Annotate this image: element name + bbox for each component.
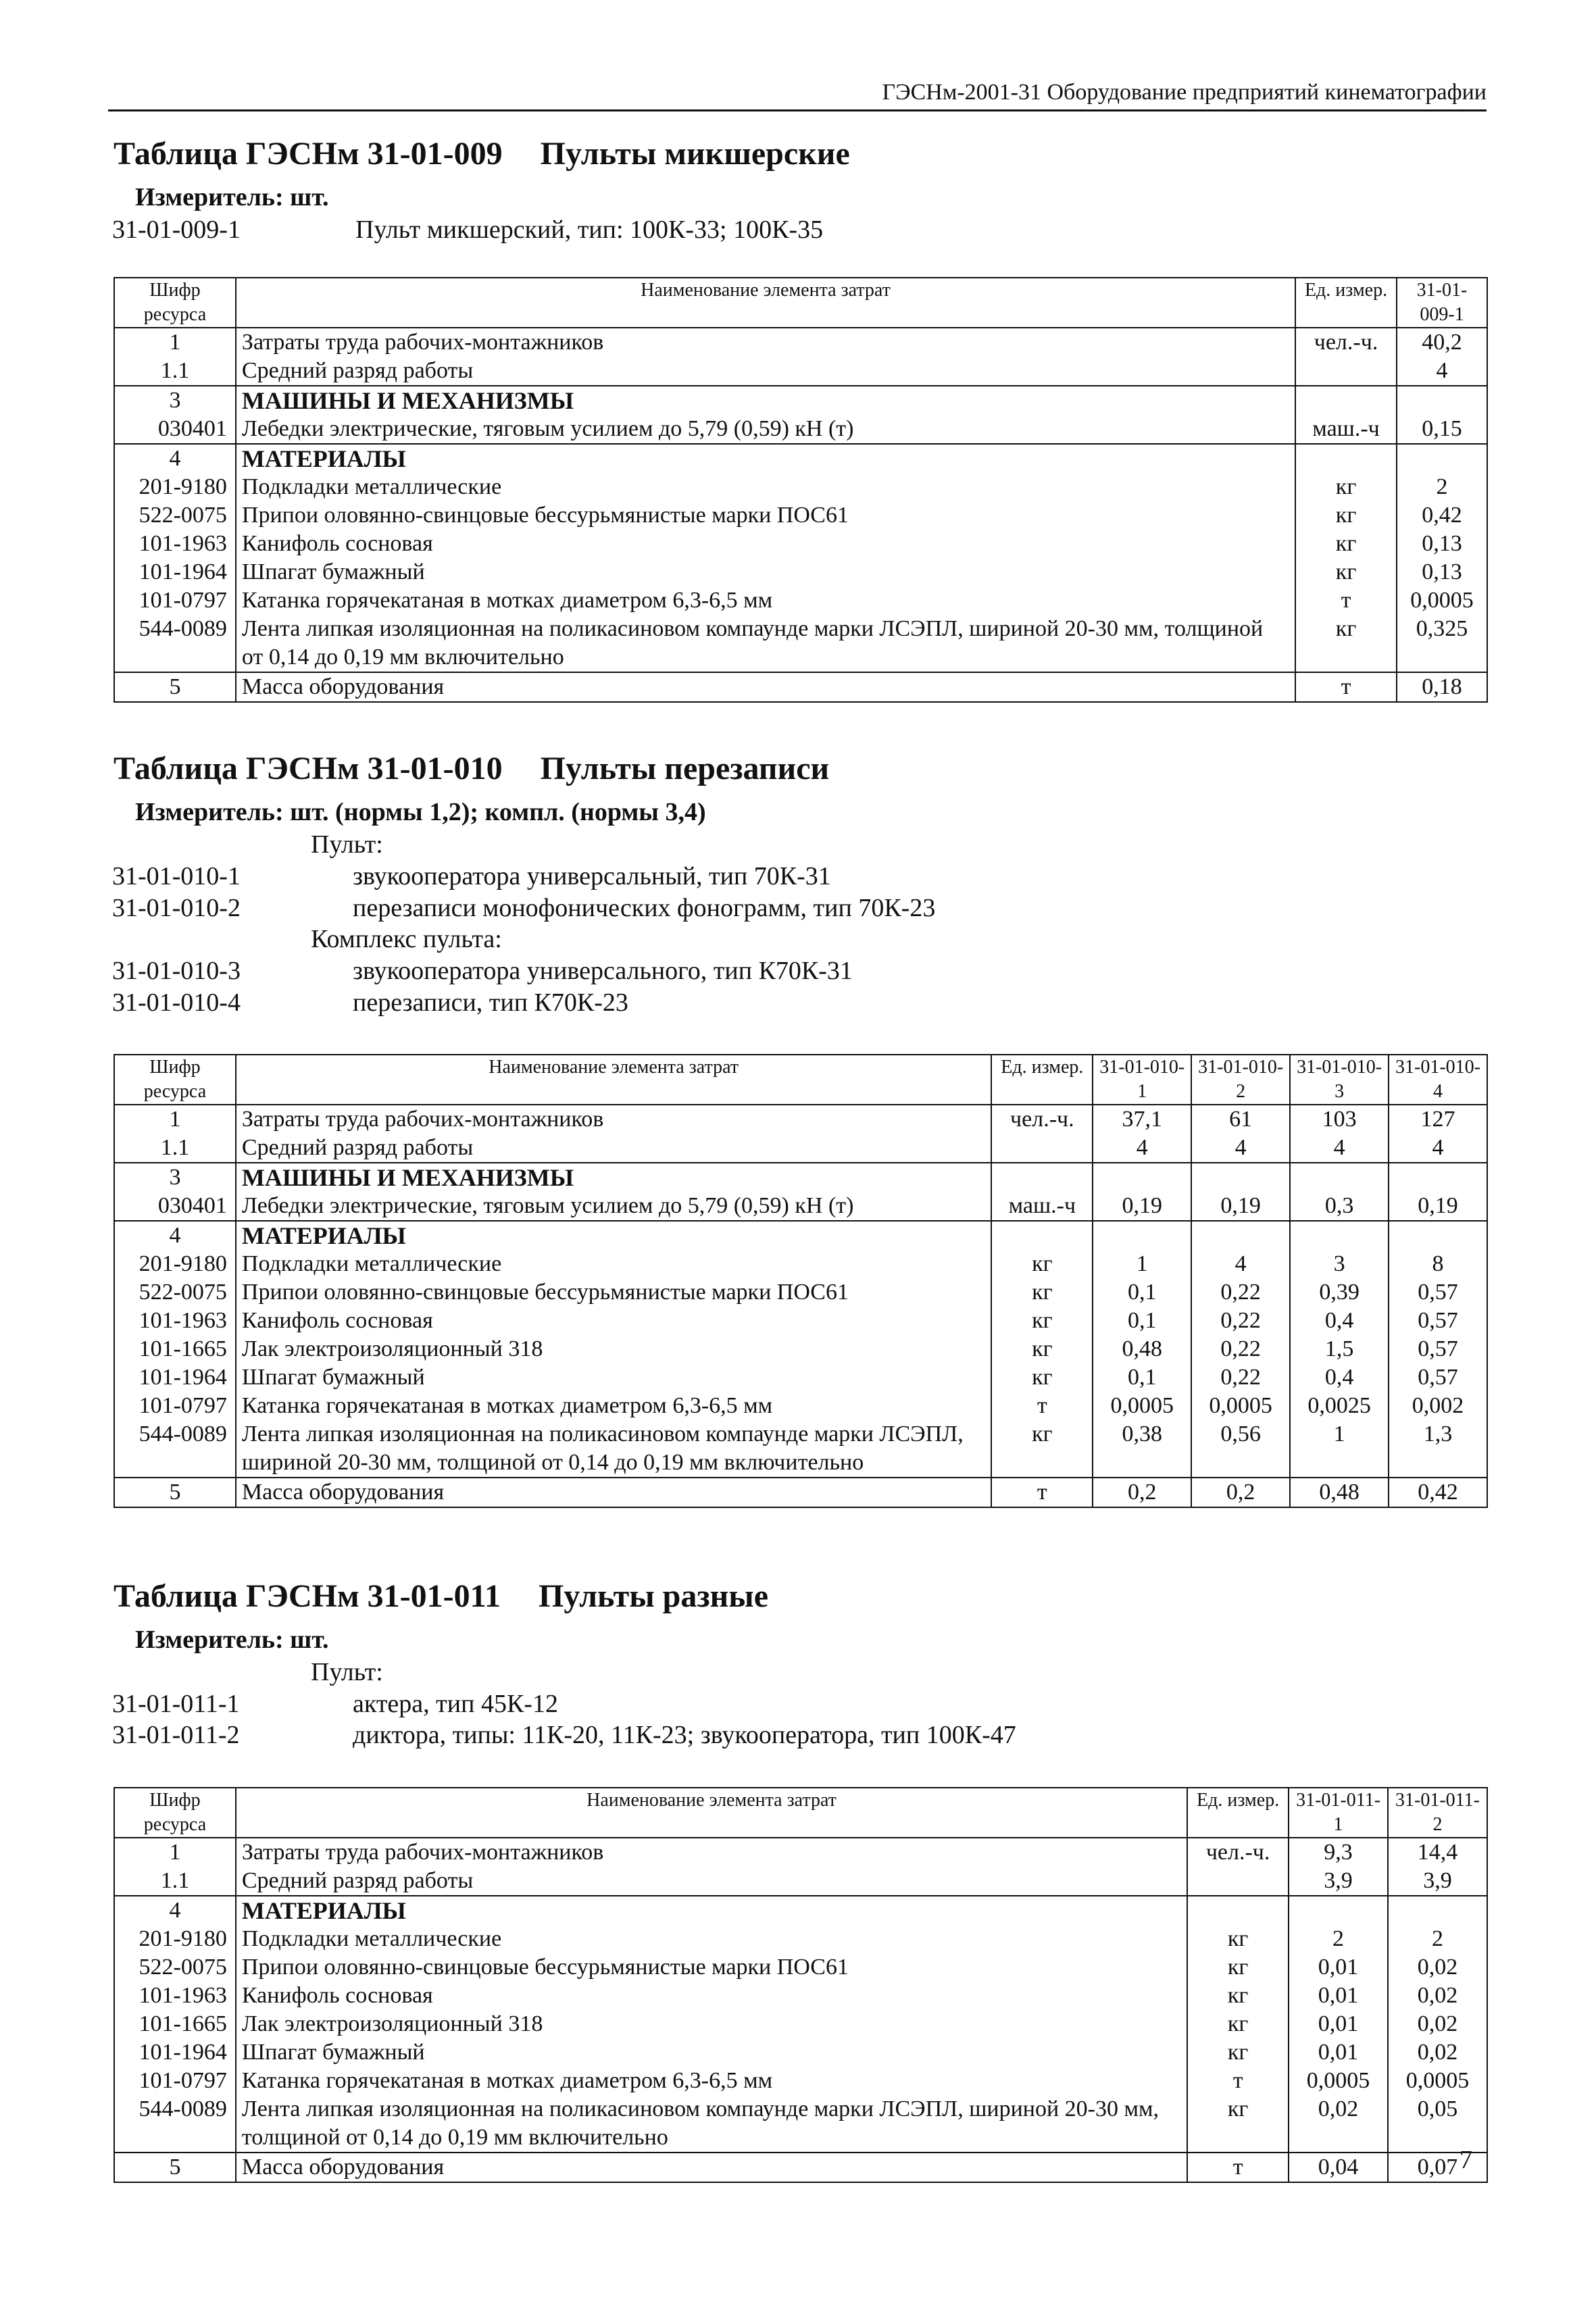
cell-value (1397, 386, 1487, 415)
cell-value: 0,0005 (1388, 2067, 1487, 2095)
cell-code: 101-1964 (114, 2038, 236, 2067)
cell-name: Масса оборудования (236, 672, 1295, 702)
col-norm-1: 31-01-011-1 (1289, 1788, 1388, 1838)
cell-name: Затраты труда рабочих-монтажников (236, 1838, 1187, 1867)
cell-name: Подкладки металлические (236, 473, 1295, 501)
cell-value: 0,04 (1289, 2153, 1388, 2182)
table-row (114, 415, 1487, 444)
cell-value: 0,2 (1191, 1478, 1290, 1507)
cell-unit (1295, 386, 1397, 415)
cell-value: 0,1 (1093, 1278, 1191, 1307)
cell-value: 2 (1397, 473, 1487, 501)
cell-name: МАШИНЫ И МЕХАНИЗМЫ (236, 386, 1295, 415)
cell-value: 0,57 (1389, 1307, 1487, 1335)
cell-value: 4 (1093, 1134, 1191, 1163)
norm-code: 31-01-010-3 (112, 957, 241, 985)
cell-name: Затраты труда рабочих-монтажников (236, 1105, 992, 1134)
cell-unit: маш.-ч (991, 1192, 1093, 1221)
cell-value: 1,3 (1389, 1420, 1487, 1478)
cell-unit: т (991, 1478, 1093, 1507)
table-row (114, 1896, 1487, 1925)
cell-code: 1 (114, 1105, 236, 1134)
cell-code: 201-9180 (114, 1925, 236, 1953)
cell-code: 101-1665 (114, 1335, 236, 1363)
col-name: Наименование элемента затрат (236, 1788, 1187, 1838)
cell-value (1191, 1221, 1290, 1250)
cell-name: Лак электроизоляционный 318 (236, 2010, 1187, 2038)
cell-value (1093, 1163, 1191, 1192)
cell-value: 0,22 (1191, 1363, 1290, 1392)
cell-code: 1 (114, 328, 236, 357)
cell-value: 0,02 (1388, 1982, 1487, 2010)
cell-value: 1 (1290, 1420, 1389, 1478)
cell-value: 9,3 (1289, 1838, 1388, 1867)
cell-code: 101-1964 (114, 558, 236, 586)
cell-code: 101-1963 (114, 1307, 236, 1335)
cell-code: 1.1 (114, 1867, 236, 1896)
cell-code: 101-1964 (114, 1363, 236, 1392)
col-name: Наименование элемента затрат (236, 278, 1295, 328)
table-body (114, 1838, 1487, 2182)
cell-value: 1,5 (1290, 1335, 1389, 1363)
col-norm-3: 31-01-010-3 (1290, 1055, 1389, 1105)
cell-name: МАТЕРИАЛЫ (236, 444, 1295, 473)
col-unit: Ед. измер. (1295, 278, 1397, 328)
cell-code: 101-0797 (114, 1392, 236, 1420)
cell-code: 201-9180 (114, 473, 236, 501)
cell-name: Припои оловянно-свинцовые бессурьмянистые марки ПОС61 (236, 1278, 992, 1307)
cell-unit: чел.-ч. (1187, 1838, 1289, 1867)
cell-value: 0,19 (1191, 1192, 1290, 1221)
cell-unit: т (1187, 2067, 1289, 2095)
table-row (114, 386, 1487, 415)
table-row (114, 1278, 1487, 1307)
table-row (114, 586, 1487, 615)
cell-value: 0,02 (1289, 2095, 1388, 2153)
cell-value: 4 (1191, 1134, 1290, 1163)
cell-value: 37,1 (1093, 1105, 1191, 1134)
cell-name: Катанка горячекатаная в мотках диаметром 6,3-6,5 мм (236, 2067, 1187, 2095)
measure-010: Измеритель: шт. (нормы 1,2); компл. (нормы 3,4) (135, 798, 706, 826)
col-norm-2: 31-01-010-2 (1191, 1055, 1290, 1105)
cell-value: 0,22 (1191, 1335, 1290, 1363)
subhead-pult: Пульт: (311, 830, 383, 859)
table-name: Пульты разные (538, 1578, 769, 1614)
norm-desc: диктора, типы: 11К-20, 11К-23; звукооператора, тип 100К-47 (353, 1721, 1016, 1749)
cell-unit: кг (1187, 2010, 1289, 2038)
cell-name: Лента липкая изоляционная на поликасиновом компаунде марки ЛСЭПЛ, шириной 20-30 мм, толщиной от 0,14 до 0,19 мм включительно (236, 2095, 1187, 2153)
cell-value: 0,02 (1388, 1953, 1487, 1982)
cell-value: 0,57 (1389, 1335, 1487, 1363)
cell-value: 4 (1191, 1250, 1290, 1278)
cell-value (1289, 1896, 1388, 1925)
cell-value: 0,3 (1290, 1192, 1389, 1221)
table-row (114, 2067, 1487, 2095)
cell-value: 127 (1389, 1105, 1487, 1134)
cell-code: 4 (114, 444, 236, 473)
cell-unit (991, 1163, 1093, 1192)
cell-value (1191, 1163, 1290, 1192)
cell-value: 1 (1093, 1250, 1191, 1278)
norm-code: 31-01-010-2 (112, 894, 241, 922)
cell-name: Лебедки электрические, тяговым усилием до 5,79 (0,59) кН (т) (236, 1192, 992, 1221)
cell-name: Подкладки металлические (236, 1925, 1187, 1953)
cell-value: 0,0005 (1093, 1392, 1191, 1420)
table-011 (114, 1787, 1488, 2183)
cell-value (1388, 1896, 1487, 1925)
table-row (114, 1250, 1487, 1278)
norm-line-011-1 (112, 1689, 558, 1719)
cell-unit (1187, 1867, 1289, 1896)
table-row (114, 1953, 1487, 1982)
cell-name: Канифоль сосновая (236, 1982, 1187, 2010)
cell-value (1397, 444, 1487, 473)
cell-code: 3 (114, 386, 236, 415)
cell-unit: т (1295, 586, 1397, 615)
table-code: Таблица ГЭСНм 31-01-011 (114, 1578, 501, 1614)
cell-value: 0,01 (1289, 2038, 1388, 2067)
table-row (114, 1335, 1487, 1363)
table-row (114, 558, 1487, 586)
cell-code: 544-0089 (114, 615, 236, 672)
cell-unit: кг (991, 1420, 1093, 1478)
cell-unit: кг (1295, 558, 1397, 586)
table-header-row (114, 1055, 1487, 1105)
cell-code: 544-0089 (114, 1420, 236, 1478)
norm-desc: Пульт микшерский, тип: 100К-33; 100К-35 (355, 216, 824, 244)
measure-011: Измеритель: шт. (135, 1626, 329, 1654)
cell-value: 3,9 (1388, 1867, 1487, 1896)
cell-value: 0,4 (1290, 1363, 1389, 1392)
cell-value: 0,0005 (1397, 586, 1487, 615)
col-code: Шифр ресурса (114, 278, 236, 328)
table-row (114, 1925, 1487, 1953)
cell-code: 544-0089 (114, 2095, 236, 2153)
norm-desc: звукооператора универсального, тип К70К-31 (353, 957, 853, 985)
cell-name: Припои оловянно-свинцовые бессурьмянистые марки ПОС61 (236, 501, 1295, 530)
subhead-complex: Комплекс пульта: (311, 925, 502, 953)
cell-name: Масса оборудования (236, 1478, 992, 1507)
cell-value: 0,0005 (1289, 2067, 1388, 2095)
cell-code: 522-0075 (114, 1278, 236, 1307)
cell-name: Масса оборудования (236, 2153, 1187, 2182)
cell-value (1093, 1221, 1191, 1250)
cell-value: 61 (1191, 1105, 1290, 1134)
cell-unit: кг (1187, 1925, 1289, 1953)
cell-unit: кг (1295, 615, 1397, 672)
cell-value: 4 (1389, 1134, 1487, 1163)
cell-value: 0,2 (1093, 1478, 1191, 1507)
cell-value: 8 (1389, 1250, 1487, 1278)
cell-value: 0,325 (1397, 615, 1487, 672)
cell-value: 0,22 (1191, 1278, 1290, 1307)
table-row (114, 1420, 1487, 1478)
cell-unit: кг (991, 1307, 1093, 1335)
cell-name: Катанка горячекатаная в мотках диаметром 6,3-6,5 мм (236, 1392, 992, 1420)
cell-value: 0,19 (1389, 1192, 1487, 1221)
cell-unit: кг (1295, 473, 1397, 501)
cell-name: МАТЕРИАЛЫ (236, 1221, 992, 1250)
cell-value (1290, 1221, 1389, 1250)
table-row (114, 357, 1487, 386)
table-row (114, 1307, 1487, 1335)
cell-value: 2 (1388, 1925, 1487, 1953)
cell-name: Лебедки электрические, тяговым усилием до 5,79 (0,59) кН (т) (236, 415, 1295, 444)
norm-line-010-3 (112, 956, 853, 986)
cell-unit (1295, 444, 1397, 473)
table-title-009 (114, 135, 850, 172)
cell-name: Катанка горячекатаная в мотках диаметром 6,3-6,5 мм (236, 586, 1295, 615)
cell-value (1389, 1163, 1487, 1192)
cell-name: МАШИНЫ И МЕХАНИЗМЫ (236, 1163, 992, 1192)
cell-code: 5 (114, 2153, 236, 2182)
cell-name: Средний разряд работы (236, 357, 1295, 386)
cell-name: Лента липкая изоляционная на поликасиновом компаунде марки ЛСЭПЛ, шириной 20-30 мм, толщиной от 0,14 до 0,19 мм включительно (236, 1420, 992, 1478)
cell-name: Средний разряд работы (236, 1134, 992, 1163)
cell-name: Лента липкая изоляционная на поликасиновом компаунде марки ЛСЭПЛ, шириной 20-30 мм, толщиной от 0,14 до 0,19 мм включительно (236, 615, 1295, 672)
cell-name: МАТЕРИАЛЫ (236, 1896, 1187, 1925)
norm-line-010-4 (112, 988, 628, 1017)
cell-code: 4 (114, 1896, 236, 1925)
cell-value: 0,02 (1388, 2038, 1487, 2067)
table-header-row (114, 278, 1487, 328)
col-norm-2: 31-01-011-2 (1388, 1788, 1487, 1838)
table-row (114, 1838, 1487, 1867)
cell-code: 101-1963 (114, 1982, 236, 2010)
cell-code: 101-0797 (114, 2067, 236, 2095)
cell-unit: маш.-ч (1295, 415, 1397, 444)
table-row (114, 444, 1487, 473)
cell-value: 0,22 (1191, 1307, 1290, 1335)
col-code: Шифр ресурса (114, 1788, 236, 1838)
cell-code: 101-1963 (114, 530, 236, 558)
cell-unit: кг (1187, 2038, 1289, 2067)
cell-value: 0,42 (1389, 1478, 1487, 1507)
cell-value: 0,42 (1397, 501, 1487, 530)
cell-code: 101-1665 (114, 2010, 236, 2038)
cell-value: 0,1 (1093, 1307, 1191, 1335)
norm-desc: перезаписи, тип К70К-23 (353, 988, 628, 1017)
cell-value: 0,48 (1093, 1335, 1191, 1363)
col-unit: Ед. измер. (991, 1055, 1093, 1105)
cell-unit: чел.-ч. (991, 1105, 1093, 1134)
cell-code: 522-0075 (114, 1953, 236, 1982)
norm-code: 31-01-011-2 (112, 1721, 240, 1749)
table-row (114, 1163, 1487, 1192)
table-row (114, 1221, 1487, 1250)
table-row (114, 530, 1487, 558)
cell-value: 0,0025 (1290, 1392, 1389, 1420)
norm-desc: перезаписи монофонических фонограмм, тип 70К-23 (353, 894, 936, 922)
cell-value (1290, 1163, 1389, 1192)
cell-value: 0,01 (1289, 1982, 1388, 2010)
page-header: ГЭСНм-2001-31 Оборудование предприятий кинематографии (108, 80, 1487, 111)
cell-name: Подкладки металлические (236, 1250, 992, 1278)
cell-name: Шпагат бумажный (236, 558, 1295, 586)
cell-value: 0,57 (1389, 1363, 1487, 1392)
table-header-row (114, 1788, 1487, 1838)
cell-unit: кг (1295, 530, 1397, 558)
norm-desc: актера, тип 45К-12 (353, 1690, 558, 1718)
table-row (114, 2038, 1487, 2067)
cell-name: Средний разряд работы (236, 1867, 1187, 1896)
table-body (114, 1105, 1487, 1507)
cell-value: 0,002 (1389, 1392, 1487, 1420)
table-row (114, 672, 1487, 702)
cell-code: 522-0075 (114, 501, 236, 530)
cell-unit (1295, 357, 1397, 386)
cell-value: 0,07 (1388, 2153, 1487, 2182)
table-row (114, 2153, 1487, 2182)
cell-value: 0,19 (1093, 1192, 1191, 1221)
cell-value: 0,13 (1397, 558, 1487, 586)
cell-value: 0,15 (1397, 415, 1487, 444)
norm-code: 31-01-011-1 (112, 1690, 240, 1718)
cell-value: 0,0005 (1191, 1392, 1290, 1420)
cell-code: 5 (114, 1478, 236, 1507)
cell-value: 103 (1290, 1105, 1389, 1134)
page-number: 7 (1460, 2146, 1472, 2174)
cell-value: 0,39 (1290, 1278, 1389, 1307)
table-row (114, 2095, 1487, 2153)
col-unit: Ед. измер. (1187, 1788, 1289, 1838)
cell-value: 4 (1397, 357, 1487, 386)
cell-unit (991, 1134, 1093, 1163)
cell-name: Шпагат бумажный (236, 2038, 1187, 2067)
cell-name: Канифоль сосновая (236, 530, 1295, 558)
cell-name: Припои оловянно-свинцовые бессурьмянистые марки ПОС61 (236, 1953, 1187, 1982)
cell-unit: кг (991, 1363, 1093, 1392)
cell-unit (991, 1221, 1093, 1250)
norm-line-010-1 (112, 861, 831, 891)
table-code: Таблица ГЭСНм 31-01-009 (114, 136, 503, 172)
table-code: Таблица ГЭСНм 31-01-010 (114, 751, 503, 786)
cell-unit: кг (1295, 501, 1397, 530)
cell-unit: кг (991, 1335, 1093, 1363)
col-norm: 31-01-009-1 (1397, 278, 1487, 328)
cell-value (1389, 1221, 1487, 1250)
cell-code: 4 (114, 1221, 236, 1250)
cell-unit: чел.-ч. (1295, 328, 1397, 357)
cell-value: 2 (1289, 1925, 1388, 1953)
cell-value: 0,4 (1290, 1307, 1389, 1335)
col-norm-1: 31-01-010-1 (1093, 1055, 1191, 1105)
norm-code: 31-01-010-1 (112, 862, 241, 890)
cell-value: 0,13 (1397, 530, 1487, 558)
table-010 (114, 1054, 1488, 1508)
cell-unit: кг (1187, 1982, 1289, 2010)
table-row (114, 1105, 1487, 1134)
cell-value: 0,48 (1290, 1478, 1389, 1507)
cell-value: 0,57 (1389, 1278, 1487, 1307)
cell-value: 14,4 (1388, 1838, 1487, 1867)
table-title-010 (114, 750, 829, 787)
cell-code: 030401 (114, 1192, 236, 1221)
cell-unit: т (991, 1392, 1093, 1420)
table-row (114, 501, 1487, 530)
norm-line-011-2 (112, 1720, 1016, 1750)
cell-code: 1.1 (114, 1134, 236, 1163)
cell-unit: кг (1187, 1953, 1289, 1982)
measure-009: Измеритель: шт. (135, 183, 329, 211)
norm-code: 31-01-009-1 (112, 216, 241, 244)
table-title-011 (114, 1578, 768, 1615)
col-name: Наименование элемента затрат (236, 1055, 992, 1105)
table-row (114, 1392, 1487, 1420)
cell-value: 0,1 (1093, 1363, 1191, 1392)
cell-name: Канифоль сосновая (236, 1307, 992, 1335)
norm-line-009-1 (112, 215, 824, 245)
table-row (114, 1134, 1487, 1163)
cell-name: Шпагат бумажный (236, 1363, 992, 1392)
cell-unit: кг (991, 1250, 1093, 1278)
cell-unit: т (1187, 2153, 1289, 2182)
table-row (114, 328, 1487, 357)
norm-line-010-2 (112, 893, 936, 923)
cell-value: 0,01 (1289, 2010, 1388, 2038)
table-body (114, 328, 1487, 702)
cell-value: 0,01 (1289, 1953, 1388, 1982)
cell-code: 1 (114, 1838, 236, 1867)
cell-unit: т (1295, 672, 1397, 702)
cell-code: 1.1 (114, 357, 236, 386)
col-code: Шифр ресурса (114, 1055, 236, 1105)
cell-value: 40,2 (1397, 328, 1487, 357)
table-row (114, 1478, 1487, 1507)
table-row (114, 2010, 1487, 2038)
cell-value: 0,18 (1397, 672, 1487, 702)
table-009 (114, 277, 1488, 703)
cell-name: Лак электроизоляционный 318 (236, 1335, 992, 1363)
cell-code: 101-0797 (114, 586, 236, 615)
cell-code: 201-9180 (114, 1250, 236, 1278)
cell-value: 3,9 (1289, 1867, 1388, 1896)
cell-value: 0,02 (1388, 2010, 1487, 2038)
cell-value: 0,56 (1191, 1420, 1290, 1478)
cell-unit: кг (991, 1278, 1093, 1307)
cell-unit: кг (1187, 2095, 1289, 2153)
cell-value: 4 (1290, 1134, 1389, 1163)
cell-code: 3 (114, 1163, 236, 1192)
cell-unit (1187, 1896, 1289, 1925)
cell-value: 3 (1290, 1250, 1389, 1278)
table-row (114, 473, 1487, 501)
cell-value: 0,38 (1093, 1420, 1191, 1478)
norm-code: 31-01-010-4 (112, 988, 241, 1017)
cell-code: 5 (114, 672, 236, 702)
table-row (114, 1363, 1487, 1392)
table-name: Пульты перезаписи (540, 751, 830, 786)
cell-name: Затраты труда рабочих-монтажников (236, 328, 1295, 357)
col-norm-4: 31-01-010-4 (1389, 1055, 1487, 1105)
subhead-pult: Пульт: (311, 1658, 383, 1686)
table-row (114, 1867, 1487, 1896)
cell-code: 030401 (114, 415, 236, 444)
table-row (114, 615, 1487, 672)
norm-desc: звукооператора универсальный, тип 70К-31 (353, 862, 831, 890)
table-row (114, 1982, 1487, 2010)
table-row (114, 1192, 1487, 1221)
cell-value: 0,05 (1388, 2095, 1487, 2153)
table-name: Пульты микшерские (540, 136, 850, 172)
